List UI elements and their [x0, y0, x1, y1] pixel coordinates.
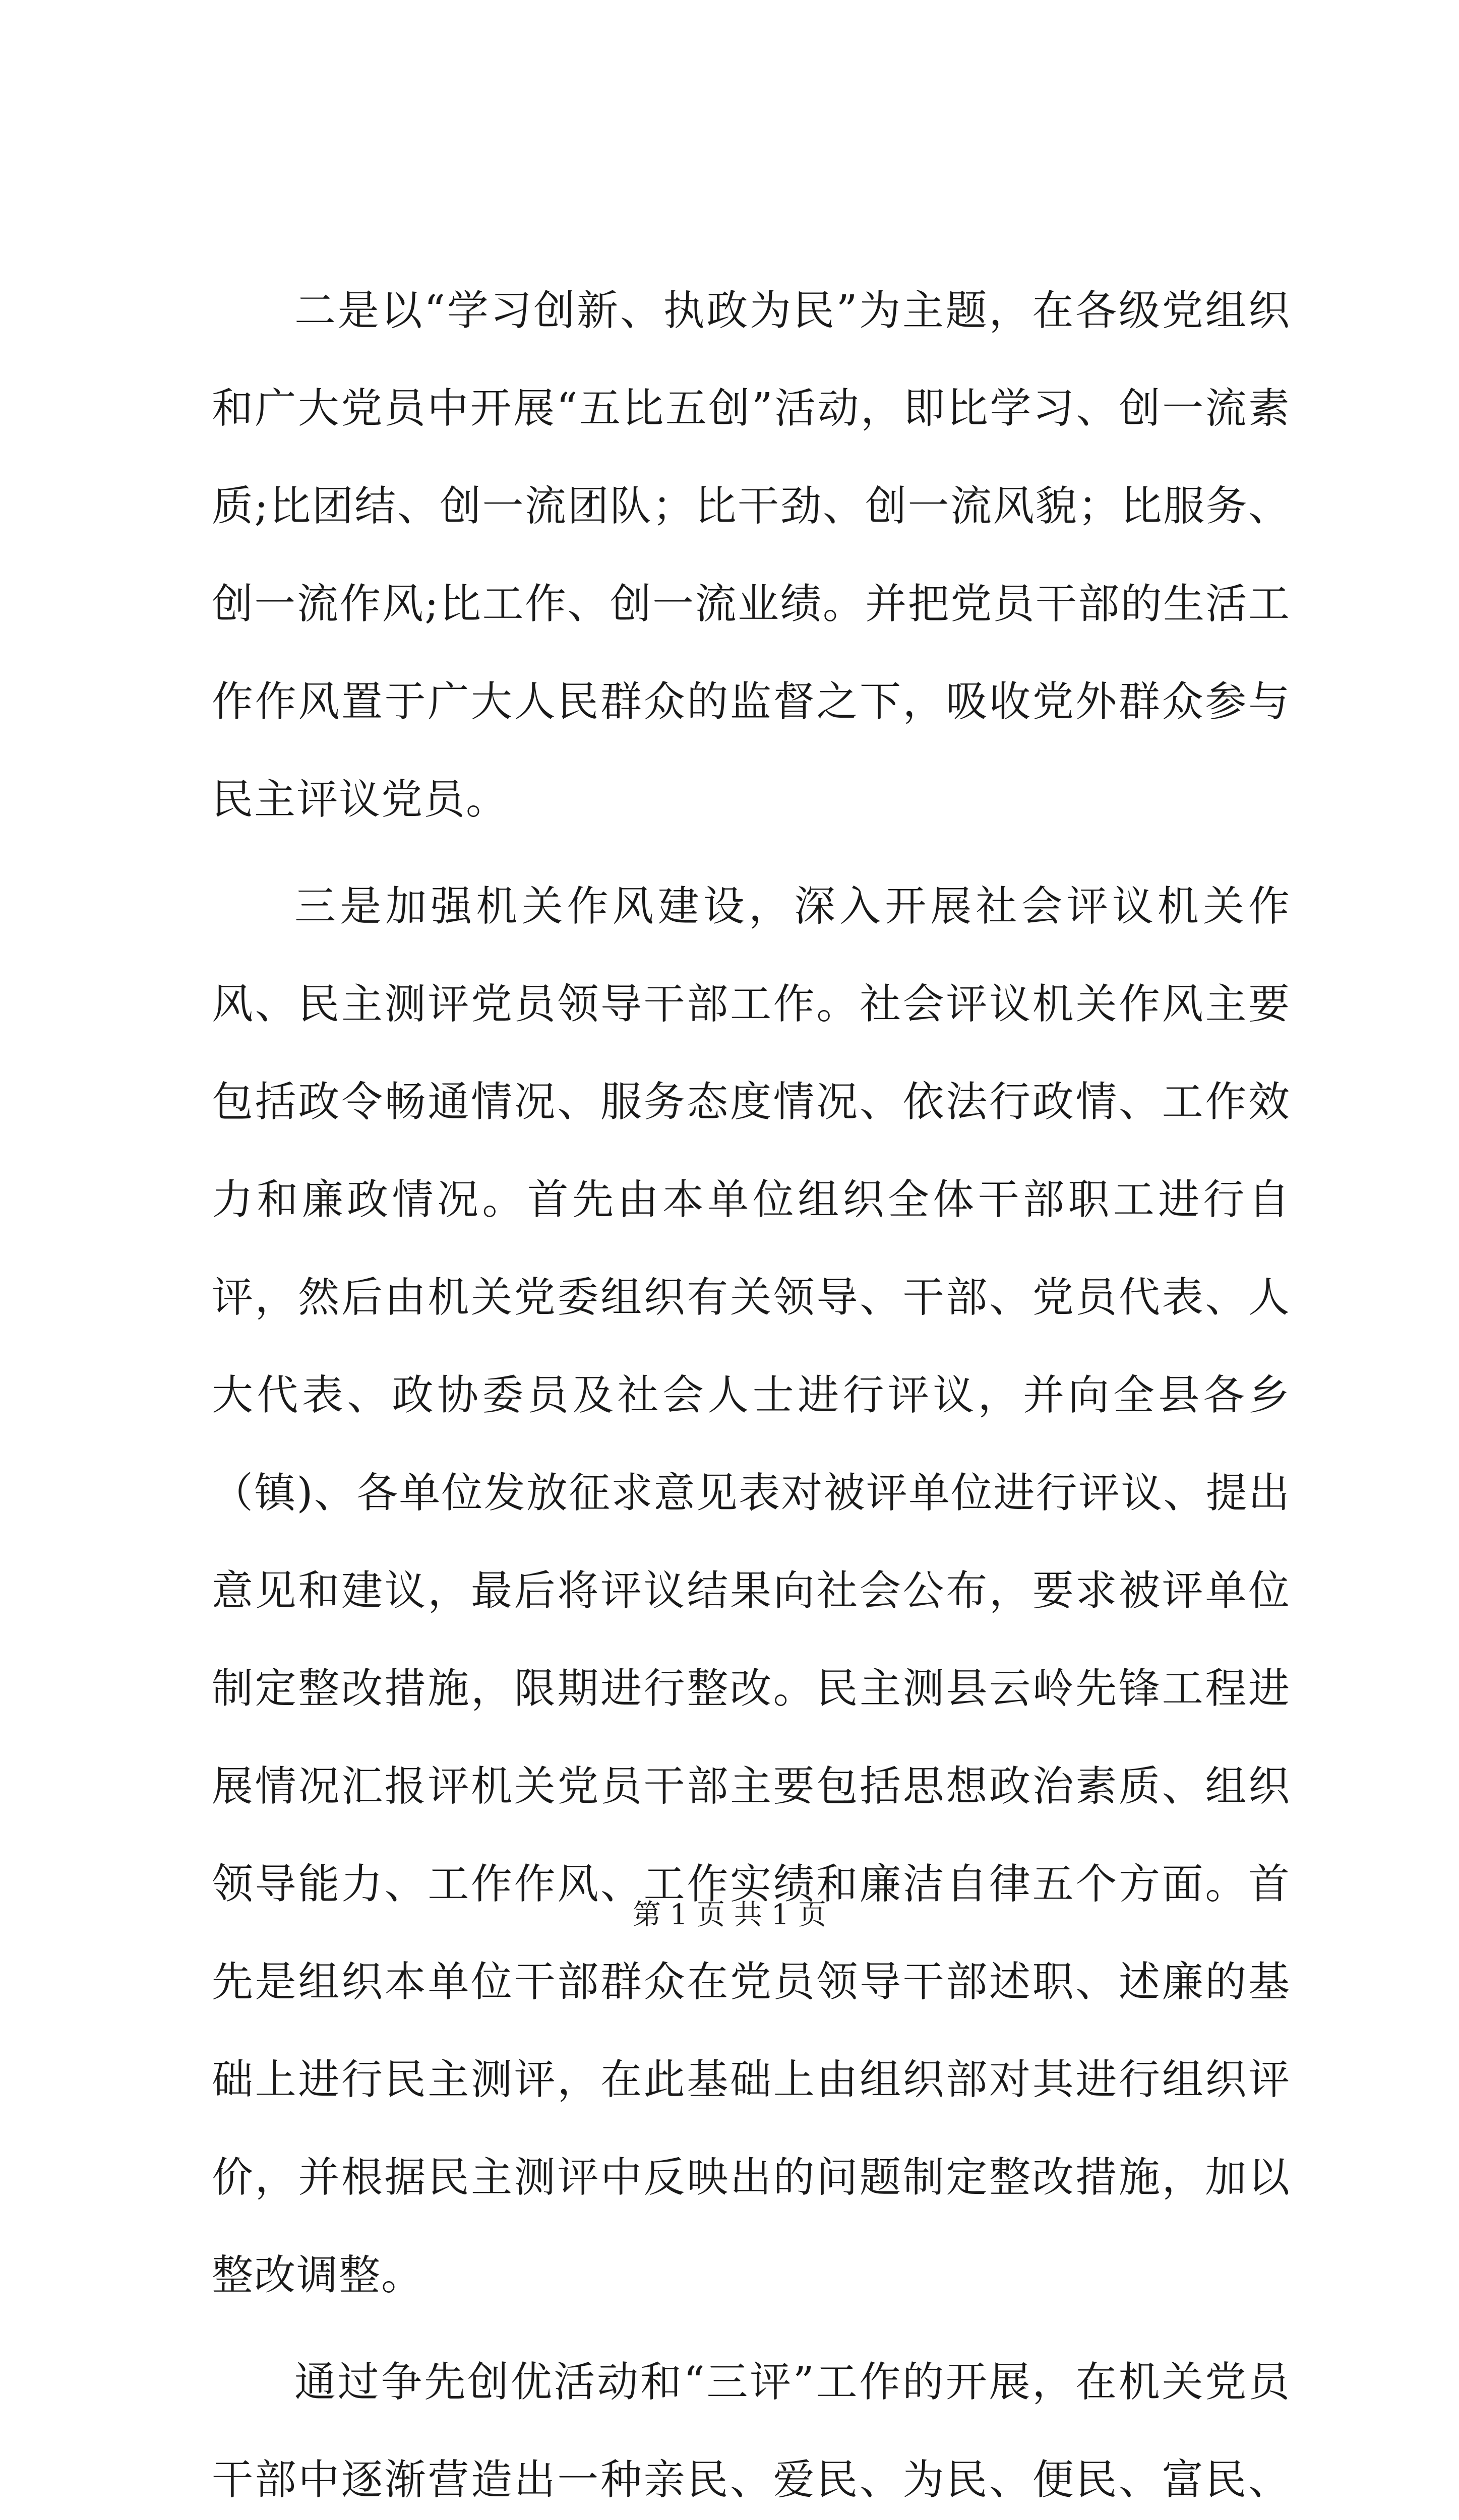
document-body	[212, 262, 1291, 2520]
paragraph-3: 通过争先创优活动和“三评”工作的开展，在机关党员干部中逐渐营造出一种亲民、爱民、为民、便民、富民、	[212, 2358, 1291, 2504]
paragraph-2: 三是加强机关作风建设，深入开展社会评议机关作风、民主测评党员领导干部工作。社会评议机关作风主要包括政令畅通情况、服务态度情况、依法行政情、工作效力和廉政情况。首先由本单位组织全体干部职工进行自评，然后由机关党委组织有关领导、干部、党员代表、人大代表、政协委员及社会人士进行评议，并向全县各乡（镇)、各单位发放征求意见表对被评单位进行评议、提出意见和建议，最后将评议结果向社会公布，要求被评单位制定整改措施，限期进行整改。民主测县云岭先锋工程进展情况汇报评机关党员干部主要包括思想政治素质、组织领导能力、工作作风、工作实绩和廉洁自律五个方面。首先是组织本单位干部群众在党员领导干部述职、述廉的基础上进行民主测评，在此基础上由组织部对其进行组织评价，并根据民主测评中反映出的问题制定整改措施，加以整改调整。	[212, 883, 1291, 2299]
paragraph-1: 二是以“学习创新、执政为民”为主题，在各级党组织和广大党员中开展“五比五创”活动，即比学习、创一流素质;比团结、创一流团队；比干劲、创一流风貌；比服务、创一流作风;比工作、创一流业绩。并把党员干部的生活工作作风置于广大人民群众的监督之下，吸收党外群众参与民主评议党员。	[212, 287, 1291, 824]
page-footer: 第 1 页 共 1 页	[632, 1899, 827, 1931]
